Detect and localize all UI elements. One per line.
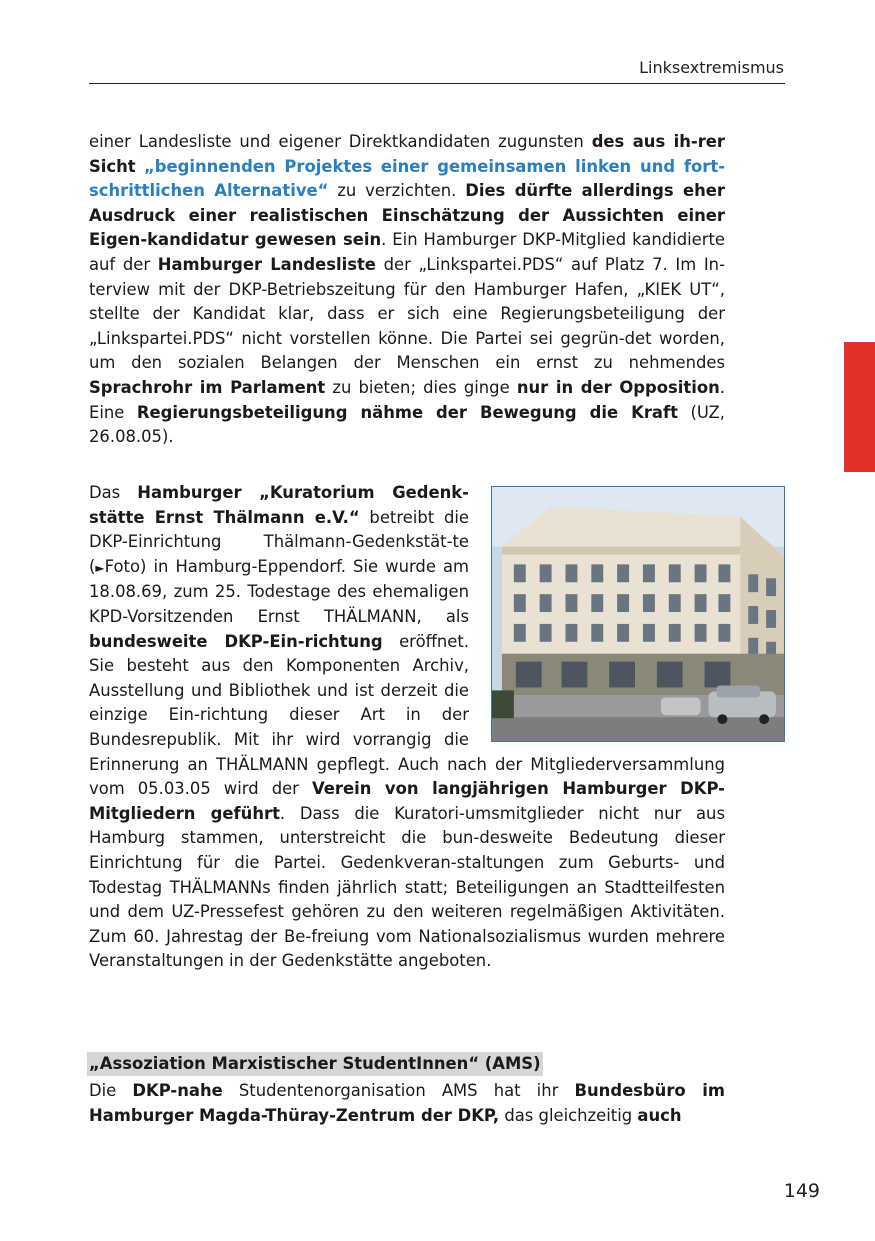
bold-run: auch [637, 1105, 682, 1125]
paragraph-1 [89, 130, 725, 450]
text-run: . Eine [89, 377, 725, 422]
bold-run: des aus ih-rer Sicht [89, 132, 725, 176]
text-run: . Dass die Kuratori-umsmitglieder nicht nur aus Hamburg stammen, unterstreicht die bun-desweite Bedeutung dieser Einrichtung für die Partei. Gedenkveran-staltungen zum Geburts- und Todestag THÄLMANNs finden jährlich statt; Beteiligungen an Stadtteilfesten und dem UZ-Pressefest gehören zu den weiteren regelmäßigen Aktivitäten. Zum 60. Jahrestag der Be-freiung vom Nationalsozialismus wurden mehrere Veranstaltungen in der Gedenkstätte angeboten. [89, 803, 725, 971]
text-run: Die [89, 1081, 133, 1100]
header-title: Linksextremismus [639, 58, 784, 77]
text-run: einer Landesliste und eigener Direktkandidaten zugunsten [89, 132, 592, 151]
text-run: zu bieten; dies ginge [325, 377, 517, 397]
bold-run: Hamburger Landesliste [157, 254, 376, 274]
text-run: (UZ, 26.08.05). [89, 402, 725, 447]
bold-run: nur in der Opposition [516, 377, 720, 397]
building-photo [491, 486, 785, 742]
cross-reference-arrow-icon: ► [95, 560, 105, 575]
text-run: Studentenorganisation AMS hat ihr [222, 1081, 575, 1100]
page-number: 149 [783, 1180, 820, 1202]
chapter-tab-marker [844, 342, 875, 472]
text-run [136, 157, 144, 176]
building-photo-icon [492, 487, 784, 741]
bold-run: Verein von langjährigen Hamburger DKP-Mitgliedern geführt [89, 779, 725, 823]
bold-run: bundesweite DKP-Ein-richtung [89, 631, 383, 651]
text-run: . Ein Hamburger DKP-Mitglied kandidierte auf der [89, 230, 725, 274]
text-run: zu verzichten. [328, 181, 466, 201]
bold-run: Hamburger „Kuratorium Gedenk-stätte Ernst Thälmann e.V.“ [89, 483, 469, 527]
text-run: der „Linkspartei.PDS“ auf Platz 7. Im In-terview mit der DKP-Betriebszeitung für den Hamburger Hafen, „KIEK UT“, stellte der Kandidat klar, dass er sich eine Regierungsbeteiligung der „Linkspartei.PDS“ nicht vorstellen könne. Die Partei sei gegrün-det worden, um den sozialen Belangen der Menschen ein ernst zu nehmendes [89, 254, 725, 373]
text-run: betreibt die DKP-Einrichtung Thälmann-Gedenkstät-te ( [89, 507, 469, 576]
header-rule [89, 83, 785, 84]
paragraph-2-block [89, 481, 785, 974]
bold-run: Dies dürfte allerdings eher Ausdruck einer realistischen Einschätzung der Aussichten einer Eigen-kandidatur gewesen sein [89, 181, 725, 250]
text-run: das gleichzeitig [499, 1105, 638, 1125]
bold-run: DKP-nahe [132, 1081, 223, 1100]
bold-run: Sprachrohr im Parlament [89, 377, 326, 397]
bold-run: Regierungsbeteiligung nähme der Bewegung die Kraft [136, 402, 678, 422]
section-heading: „Assoziation Marxistischer StudentInnen“ (AMS) [87, 1052, 543, 1076]
text-run: Das [89, 483, 138, 502]
paragraph-3 [89, 1079, 725, 1128]
highlighted-quote: „beginnenden Projektes einer gemeinsamen linken und fort-schrittlichen Alternative“ [89, 156, 726, 201]
text-run: Foto) in Hamburg-Eppendorf. Sie wurde am 18.08.69, zum 25. Todestage des ehemaligen KPD-Vorsitzenden Ernst THÄLMANN, als [89, 556, 469, 626]
bold-run: Bundesbüro im Hamburger Magda-Thüray-Zentrum der DKP, [89, 1081, 725, 1125]
text-run: eröffnet. Sie besteht aus den Komponenten Archiv, Ausstellung und Bibliothek und ist derzeit die einzige Ein-richtung dieser Art in der Bundesrepublik. Mit ihr wird vorrangig die Erinnerung an THÄLMANN gepflegt. Auch nach der Mitgliederversammlung vom 05.03.05 wird der [89, 631, 725, 799]
